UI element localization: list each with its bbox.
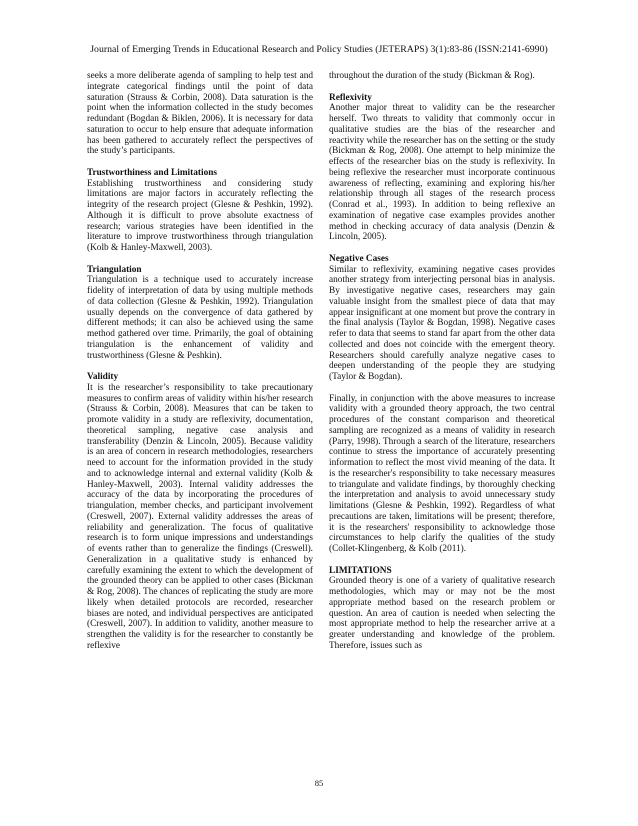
heading-trustworthiness: Trustworthiness and Limitations [87,167,218,178]
left-column [87,71,313,662]
page-number: 85 [314,778,324,788]
heading-reflexivity: Reflexivity [329,92,372,103]
journal-header: Journal of Emerging Trends in Educational Research and Policy Studies (JETERAPS) 3(1):83-86 (ISSN:2141-6990) [90,44,548,55]
paragraph-trustworthiness: Establishing trustworthiness and considering study limitations are major factors in accurately reflecting the integrity of the research project (Glesne & Peshkin, 1992). Although it is difficult to prove absolute exactness of research; various strategies have been identified in the literature to improve trustworthiness through triangulation (Kolb & Hanley-Maxwell, 2003). [87,178,313,253]
paragraph-validity: It is the researcher’s responsibility to take precautionary measures to confirm areas of validity within his/her research (Strauss & Corbin, 2008). Measures that can be taken to promote validity in a study are reflexivity, documentation, theoretical sampling, negative case analysis and transferability (Denzin & Lincoln, 2005). Because validity is an area of concern in research methodologies, researchers need to account for the information provided in the study and to acknowledge internal and external validity (Kolb & Hanley-Maxwell, 2003). Internal validity addresses the accuracy of the data by incorporating the procedures of triangulation, member checks, and participant involvement (Creswell, 2007). External validity addresses the areas of reliability and generalization. The focus of qualitative research is to form unique impressions and understandings of events rather than to generalize the findings (Creswell). Generalization in a qualitative study is enhanced by carefully examining the extent to which the development of the grounded theory can be applied to other cases (Bickman & Rog, 2008). The chances of replicating the study are more likely when detailed protocols are recorded, researcher biases are noted, and individual perspectives are anticipated (Creswell, 2007). In addition to validity, another measure to strengthen the validity is for the researcher to constantly be reflexive [87,382,313,651]
paragraph-limitations: Grounded theory is one of a variety of qualitative research methodologies, which may or may not be the most appropriate method based on the research problem or question. An area of caution is needed when selecting the most appropriate method to help the researcher arrive at a greater understanding and knowledge of the problem. Therefore, issues such as [329,576,555,651]
heading-limitations: LIMITATIONS [329,565,392,576]
paragraph-triangulation: Triangulation is a technique used to accurately increase fidelity of interpretation of data by using multiple methods of data collection (Glesne & Peshkin, 1992). Triangulation usually depends on the convergence of data gathered by different methods; it can also be achieved using the same method gathered over time. Primarily, the goal of obtaining triangulation is the enhancement of validity and trustworthiness (Glesne & Peshkin). [87,275,313,361]
right-column [329,71,555,662]
heading-validity: Validity [87,372,119,382]
paragraph-finally: Finally, in conjunction with the above measures to increase validity with a grounded theory approach, the two central procedures of the constant comparison and theoretical sampling are recognized as a means of validity in research (Parry, 1998). Through a search of the literature, researchers continue to stress the importance of accurately presenting information to reflect the most vivid meaning of the data. It is the researcher's responsibility to take necessary measures to triangulate and validate findings, by thoroughly checking the interpretation and analysis to avoid unnecessary study limitations (Glesne & Peshkin, 1992). Regardless of what precautions are taken, limitations will be present; therefore, it is the researchers' responsibility to acknowledge those circumstances to help clarify the qualities of the study (Collet-Klingenberg, & Kolb (2011). [329,393,555,554]
heading-triangulation: Triangulation [87,264,142,275]
heading-negative-cases: Negative Cases [329,253,389,264]
paragraph-continuation: throughout the duration of the study (Bickman & Rog). [329,71,535,81]
paragraph-negative-cases: Similar to reflexivity, examining negative cases provides another strategy from interjecting personal bias in analysis. By investigative negative cases, researchers may gain valuable insight from the smallest piece of data that may appear insignificant at one moment but prove the contrary in the final analysis (Taylor & Bogdan, 1998). Negative cases refer to data that seems to stand far apart from the other data collected and does not coincide with the emergent theory. Researchers should carefully analyze negative cases to deepen understanding of the people they are studying (Taylor & Bogdan). [329,264,555,382]
paragraph-reflexivity: Another major threat to validity can be the researcher herself. Two threats to validity that commonly occur in qualitative studies are the bias of the researcher and reactivity while the researcher has on the setting or the study (Bickman & Rog, 2008). One attempt to help minimize the effects of the researcher bias on the study is reflexivity. In being reflexive the researcher must incorporate continuous awareness of reflecting, examining and exploring his/her relationship through all stages of the research process (Conrad et al., 1993). In addition to being reflexive an examination of negative case examples provides another method in checking accuracy of data analysis (Denzin & Lincoln, 2005). [329,103,555,243]
paragraph-sampling: seeks a more deliberate agenda of sampling to help test and integrate categorical findings until the point of data saturation (Strauss & Corbin, 2008). Data saturation is the point when the information collected in the study becomes redundant (Bogdan & Biklen, 2006). It is necessary for data saturation to occur to help ensure that adequate information has been gathered to accurately reflect the perspectives of the study’s participants. [87,71,313,157]
